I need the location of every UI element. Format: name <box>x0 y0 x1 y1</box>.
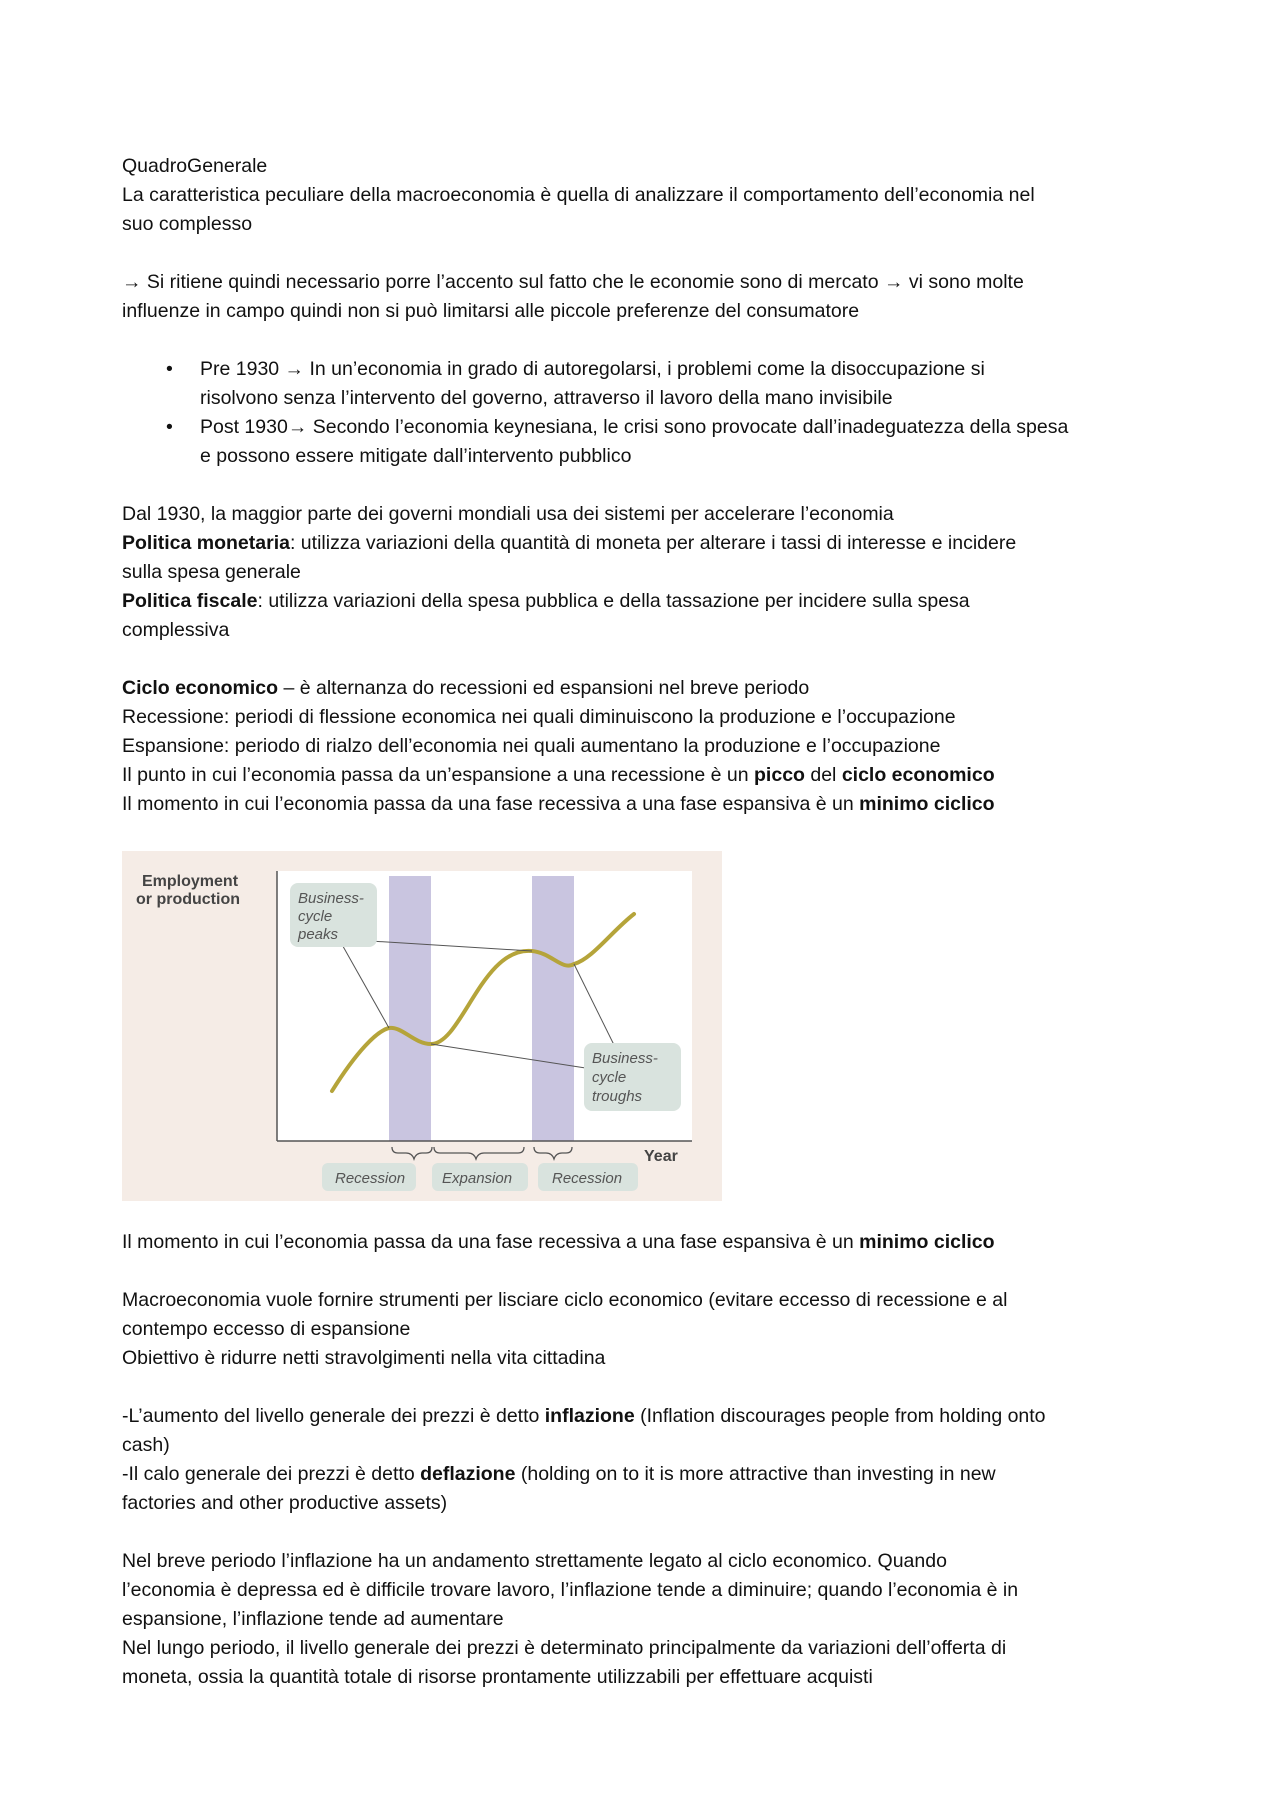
closing-line-1: Nel breve periodo l’inflazione ha un andamento strettamente legato al ciclo economico. Quando <box>122 1550 947 1572</box>
intro-line-2: suo complesso <box>122 213 253 235</box>
macro-goal-line-1: Macroeconomia vuole fornire strumenti per lisciare ciclo economico (evitare eccesso di recessione e al <box>122 1289 1008 1311</box>
y-axis-label-2: or production <box>136 891 240 908</box>
inflation-line: -L’aumento del livello generale dei prezzi è detto inflazione (Inflation discourages people from holding onto <box>122 1405 1046 1427</box>
inflation-term: inflazione <box>544 1405 635 1427</box>
peak-definition: Il punto in cui l’economia passa da un’espansione a una recessione è un picco del ciclo economico <box>122 764 995 786</box>
closing-line-3: espansione, l’inflazione tende ad aumentare <box>122 1608 504 1630</box>
fiscal-policy-term: Politica fiscale <box>122 590 258 612</box>
closing-line-4: Nel lungo periodo, il livello generale dei prezzi è determinato principalmente da variazioni dell’offerta di <box>122 1637 1007 1659</box>
macro-goal-line-2: contempo eccesso di espansione <box>122 1318 411 1340</box>
doc-title: QuadroGenerale <box>122 155 268 177</box>
phase-label-recession-2: Recession <box>552 1170 623 1187</box>
arrow-para-line-2: influenze in campo quindi non si può limitarsi alle piccole preferenze del consumatore <box>122 300 860 322</box>
cycle-term: Ciclo economico <box>122 677 279 699</box>
monetary-policy-line-2: sulla spesa generale <box>122 561 301 583</box>
deflation-line: -Il calo generale dei prezzi è detto deflazione (holding on to it is more attractive than investing in new <box>122 1463 996 1485</box>
y-axis-label-1: Employment <box>142 873 239 890</box>
list-item: • Pre 1930 → In un’economia in grado di autoregolarsi, i problemi come la disoccupazione si risolvono senza l’intervento del governo, attraverso il lavoro della mano invisibile <box>122 355 1172 413</box>
x-axis-label: Year <box>644 1148 678 1165</box>
closing-line-5: moneta, ossia la quantità totale di risorse prontamente utilizzabili per effettuare acquisti <box>122 1666 873 1688</box>
closing-line-2: l’economia è depressa ed è difficile trovare lavoro, l’inflazione tende a diminuire; quando l’economia è in <box>122 1579 1019 1601</box>
bullet-icon: • <box>166 358 173 380</box>
recession-definition: Recessione: periodi di flessione economica nei quali diminuiscono la produzione e l’occupazione <box>122 706 956 728</box>
bullet-icon: • <box>166 416 173 438</box>
troughs-label-1: Business- <box>592 1050 658 1067</box>
business-cycle-diagram <box>122 851 722 1201</box>
recession-band-1 <box>389 876 431 1141</box>
recession-band-2 <box>532 876 574 1141</box>
monetary-policy-line: Politica monetaria: utilizza variazioni della quantità di moneta per alterare i tassi di interesse e incidere <box>122 532 1017 554</box>
peaks-label-1: Business- <box>298 890 364 907</box>
fiscal-policy-line-2: complessiva <box>122 619 230 641</box>
troughs-label-2: cycle <box>592 1069 627 1086</box>
policy-intro: Dal 1930, la maggior parte dei governi mondiali usa dei sistemi per accelerare l’economia <box>122 503 894 525</box>
troughs-label-3: troughs <box>592 1088 643 1105</box>
business-cycle-figure <box>122 851 722 1201</box>
arrow-para-line-1: → Si ritiene quindi necessario porre l’accento sul fatto che le economie sono di mercato → vi sono molte <box>122 271 1024 293</box>
deflation-line-2: factories and other productive assets) <box>122 1492 448 1514</box>
macro-goal-line-3: Obiettivo è ridurre netti stravolgimenti nella vita cittadina <box>122 1347 606 1369</box>
peaks-label-2: cycle <box>298 908 333 925</box>
deflation-term: deflazione <box>420 1463 516 1485</box>
trough-definition-repeat: Il momento in cui l’economia passa da una fase recessiva a una fase espansiva è un minimo ciclico <box>122 1231 995 1253</box>
inflation-line-2: cash) <box>122 1434 170 1456</box>
trough-definition: Il momento in cui l’economia passa da una fase recessiva a una fase espansiva è un minimo ciclico <box>122 793 995 815</box>
history-bullet-list <box>122 355 1172 471</box>
phase-label-recession-1: Recession <box>335 1170 406 1187</box>
fiscal-policy-line: Politica fiscale: utilizza variazioni della spesa pubblica e della tassazione per incidere sulla spesa <box>122 590 970 612</box>
intro-line-1: La caratteristica peculiare della macroeconomia è quella di analizzare il comportamento dell’economia nel <box>122 184 1035 206</box>
document-page <box>122 152 1172 1692</box>
monetary-policy-term: Politica monetaria <box>122 532 290 554</box>
cycle-definition: Ciclo economico – è alternanza do recessioni ed espansioni nel breve periodo <box>122 677 810 699</box>
list-item: • Post 1930→ Secondo l’economia keynesiana, le crisi sono provocate dall’inadeguatezza della spesa e possono essere mitigate dall’intervento pubblico <box>122 413 1172 471</box>
phase-label-expansion: Expansion <box>442 1170 513 1187</box>
expansion-definition: Espansione: periodo di rialzo dell’economia nei quali aumentano la produzione e l’occupazione <box>122 735 941 757</box>
peaks-label-3: peaks <box>298 926 339 943</box>
